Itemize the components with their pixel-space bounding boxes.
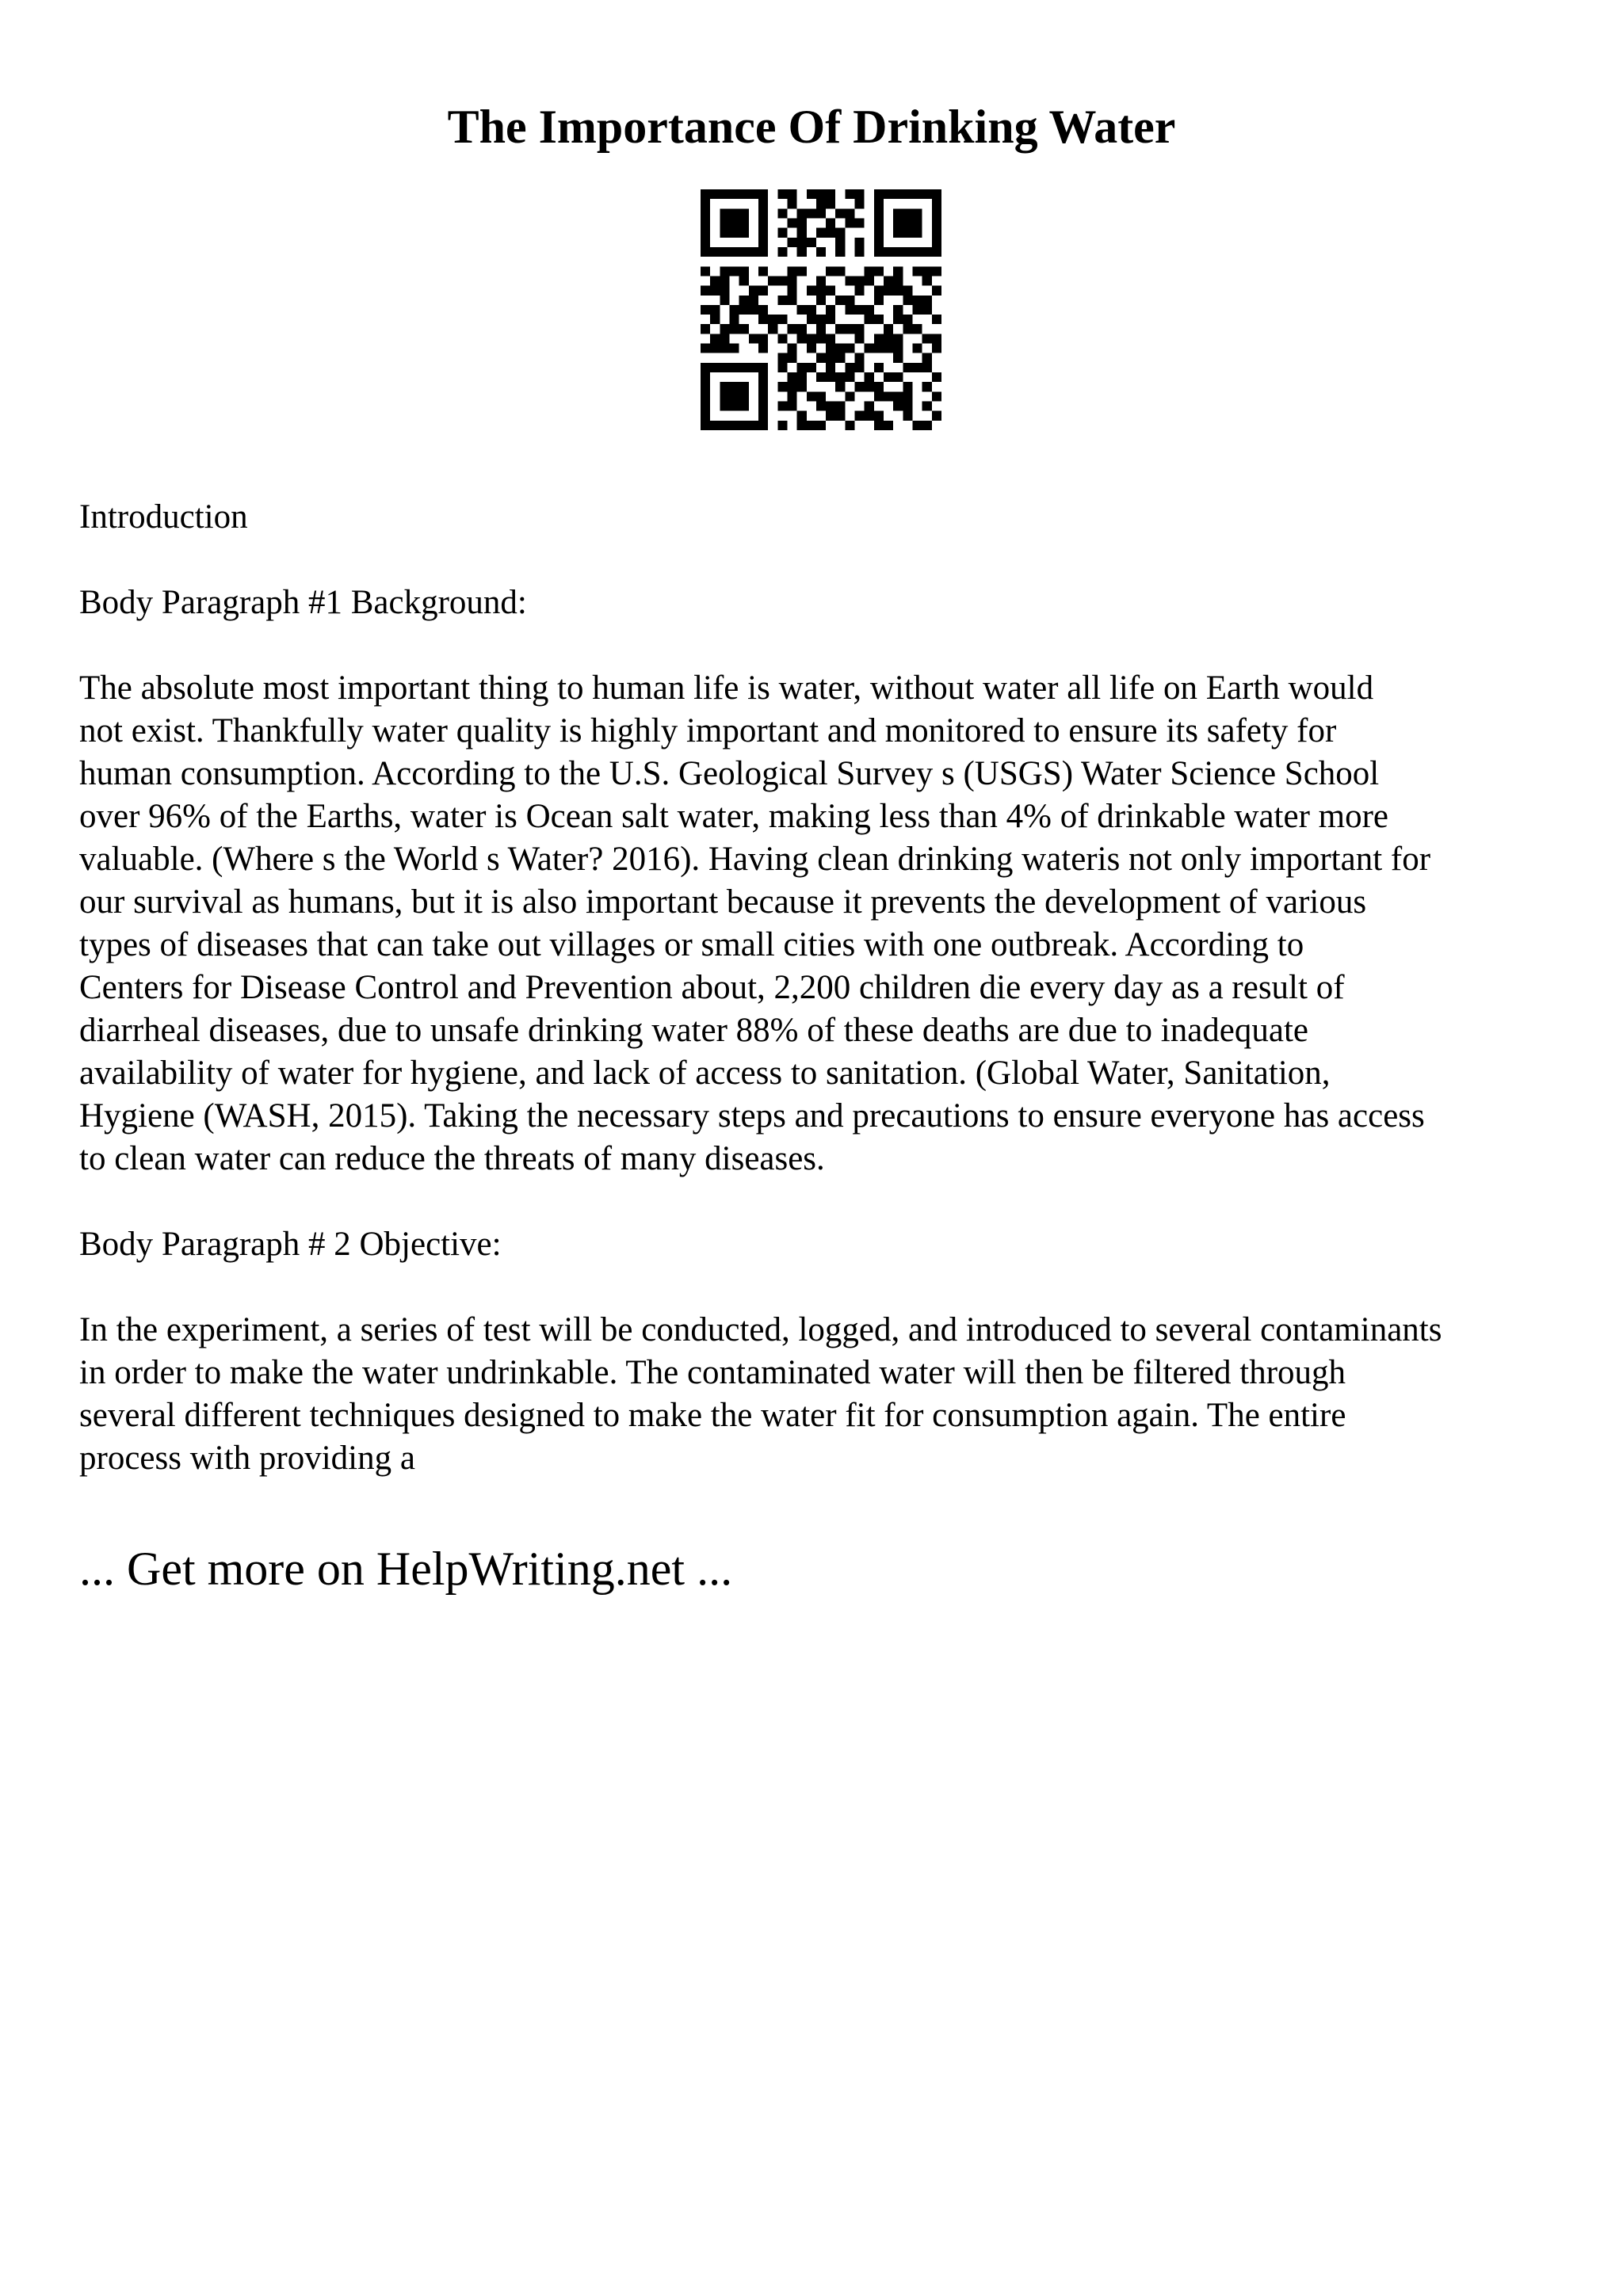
paragraph-line: over 96% of the Earths, water is Ocean salt water, making less than 4% of drinkable water more [79, 798, 1389, 835]
paragraph-line: not exist. Thankfully water quality is highly important and monitored to ensure its safety for [79, 712, 1337, 749]
paragraph-line: in order to make the water undrinkable. The contaminated water will then be filtered through [79, 1354, 1346, 1391]
paragraph-line: human consumption. According to the U.S. Geological Survey s (USGS) Water Science School [79, 755, 1380, 792]
paragraph-line: our survival as humans, but it is also important because it prevents the development of various [79, 883, 1367, 921]
paragraph-line: several different techniques designed to make the water fit for consumption again. The entire [79, 1397, 1346, 1434]
section-heading-background: Body Paragraph #1 Background: [79, 584, 527, 621]
paragraph-line: In the experiment, a series of test will be conducted, logged, and introduced to several contaminants [79, 1311, 1442, 1348]
paragraph-line: The absolute most important thing to human life is water, without water all life on Earth would [79, 669, 1374, 707]
paragraph-line: Centers for Disease Control and Prevention about, 2,200 children die every day as a result of [79, 969, 1345, 1006]
qr-code-icon [701, 189, 941, 430]
paragraph-line: process with providing a [79, 1440, 415, 1477]
paragraph-line: valuable. (Where s the World s Water? 2016). Having clean drinking wateris not only important for [79, 841, 1431, 878]
paragraph-line: Hygiene (WASH, 2015). Taking the necessary steps and precautions to ensure everyone has access [79, 1097, 1425, 1135]
document-body [79, 496, 1569, 1480]
paragraph-line: availability of water for hygiene, and lack of access to sanitation. (Global Water, Sanitation, [79, 1055, 1331, 1092]
paragraph-line: diarrheal diseases, due to unsafe drinking water 88% of these deaths are due to inadequate [79, 1012, 1309, 1049]
document-title: The Importance Of Drinking Water [447, 101, 1176, 153]
paragraph-line: to clean water can reduce the threats of many diseases. [79, 1140, 825, 1177]
paragraph-line: types of diseases that can take out villages or small cities with one outbreak. According to [79, 926, 1304, 963]
section-heading-introduction: Introduction [79, 498, 248, 536]
section-heading-objective: Body Paragraph # 2 Objective: [79, 1226, 502, 1263]
get-more-link[interactable]: ... Get more on HelpWriting.net ... [79, 1543, 733, 1595]
